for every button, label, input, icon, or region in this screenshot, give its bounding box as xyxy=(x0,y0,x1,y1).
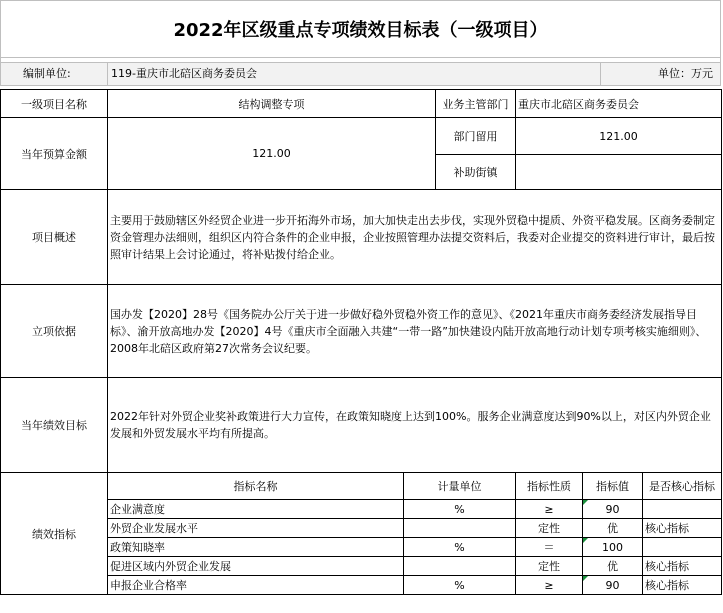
divider xyxy=(600,63,601,85)
budget-row-1 xyxy=(1,118,722,155)
indicator-unit: % xyxy=(404,538,516,557)
project-row xyxy=(1,90,722,118)
table-row xyxy=(1,519,722,538)
sheet-title: 2022年区级重点专项绩效目标表（一级项目） xyxy=(0,0,721,58)
indicator-value: 100 xyxy=(583,538,643,557)
indicator-unit: % xyxy=(404,576,516,595)
indicator-value: 优 xyxy=(583,557,643,576)
overview-text: 主要用于鼓励辖区外经贸企业进一步开拓海外市场，加大加快走出去步伐，实现外贸稳中提质、外资平稳发展。区商务委制定资金管理办法细则，组织区内符合条件的企业申报，企业按照管理办法提交资料后，我委对企业提交的资料进行审计，最后按照审计结果上会讨论通过，将补贴拨付给企业。 xyxy=(108,190,722,285)
indicator-name: 促进区域内外贸企业发展 xyxy=(108,557,404,576)
dept-value: 重庆市北碚区商务委员会 xyxy=(516,90,722,118)
overview-row xyxy=(1,190,722,285)
overview-label: 项目概述 xyxy=(1,190,108,285)
indicator-nature: 定性 xyxy=(516,557,583,576)
indicator-name: 申报企业合格率 xyxy=(108,576,404,595)
subsidy-value xyxy=(516,155,722,190)
indicator-name: 外贸企业发展水平 xyxy=(108,519,404,538)
indicator-nature: 定性 xyxy=(516,519,583,538)
indicator-nature: ≥ xyxy=(516,500,583,519)
indicator-core: 核心指标 xyxy=(643,557,722,576)
basis-label: 立项依据 xyxy=(1,285,108,378)
goal-text: 2022年针对外贸企业奖补政策进行大力宣传，在政策知晓度上达到100%。服务企业满意度达到90%以上，对区内外贸企业发展和外贸发展水平均有所提高。 xyxy=(108,378,722,473)
header-core: 是否核心指标 xyxy=(643,473,722,500)
indicator-nature: ≥ xyxy=(516,576,583,595)
indicator-core: 核心指标 xyxy=(643,576,722,595)
indicator-core: 核心指标 xyxy=(643,519,722,538)
indicator-name: 企业满意度 xyxy=(108,500,404,519)
dept-label: 业务主管部门 xyxy=(436,90,516,118)
table-row xyxy=(1,557,722,576)
header-name: 指标名称 xyxy=(108,473,404,500)
budget-total: 121.00 xyxy=(108,118,436,190)
indicator-name: 政策知晓率 xyxy=(108,538,404,557)
org-label: 编制单位: xyxy=(23,67,71,80)
budget-label: 当年预算金额 xyxy=(1,118,108,190)
indicator-unit xyxy=(404,557,516,576)
indicator-header-row xyxy=(1,473,722,500)
indicator-section-label: 绩效指标 xyxy=(1,473,108,595)
indicator-value: 优 xyxy=(583,519,643,538)
header-nature: 指标性质 xyxy=(516,473,583,500)
retain-value: 121.00 xyxy=(516,118,722,155)
indicator-core xyxy=(643,538,722,557)
indicator-value: 90 xyxy=(583,500,643,519)
table-row xyxy=(1,576,722,595)
indicator-nature: ＝ xyxy=(516,538,583,557)
retain-label: 部门留用 xyxy=(436,118,516,155)
indicator-core xyxy=(643,500,722,519)
project-name-value: 结构调整专项 xyxy=(108,90,436,118)
table-row xyxy=(1,538,722,557)
target-table xyxy=(0,89,722,595)
indicator-value: 90 xyxy=(583,576,643,595)
indicator-unit xyxy=(404,519,516,538)
unit-label: 单位：万元 xyxy=(658,67,713,80)
basis-row xyxy=(1,285,722,378)
header-value: 指标值 xyxy=(583,473,643,500)
org-value: 119-重庆市北碚区商务委员会 xyxy=(111,67,257,80)
subsidy-label: 补助街镇 xyxy=(436,155,516,190)
table-row xyxy=(1,500,722,519)
basis-text: 国办发【2020】28号《国务院办公厅关于进一步做好稳外贸稳外资工作的意见》、《2021年重庆市商务委经济发展指导目标》、渝开放高地办发【2020】4号《重庆市全面融入共建“一带一路”加快建设内陆开放高地行动计划专项考核实施细则》、2008年北碚区政府第27次常务会议纪要。 xyxy=(108,285,722,378)
divider xyxy=(107,63,108,85)
header-unit: 计量单位 xyxy=(404,473,516,500)
unit-row xyxy=(0,62,721,86)
goal-label: 当年绩效目标 xyxy=(1,378,108,473)
goal-row xyxy=(1,378,722,473)
indicator-unit: % xyxy=(404,500,516,519)
project-name-label: 一级项目名称 xyxy=(1,90,108,118)
